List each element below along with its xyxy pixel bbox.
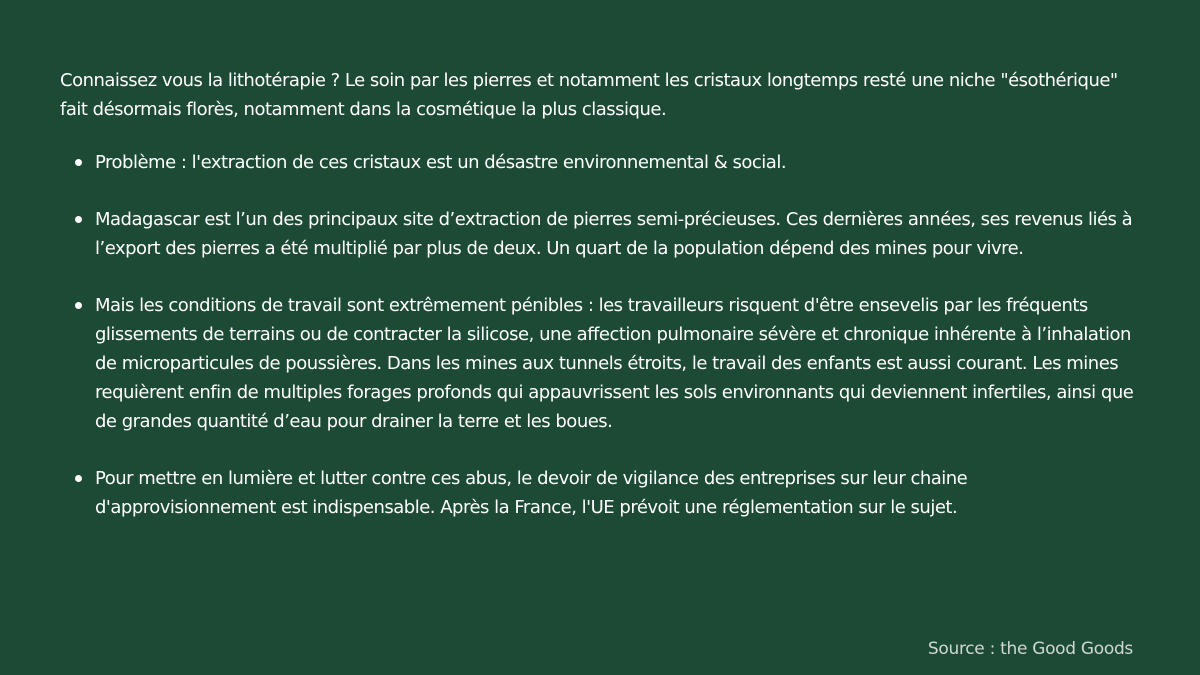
bullet-list [60,148,1140,522]
source-credit: Source : the Good Goods [927,639,1133,659]
bullet-dot-icon [75,216,82,223]
bullet-dot-icon [75,475,82,482]
intro-paragraph: Connaissez vous la lithotérapie ? Le soin par les pierres et notamment les cristaux longtemps resté une niche "ésothérique" fait désormais florès, notamment dans la cosmétique la plus classique. [60,70,1118,120]
bullet-dot-icon [75,302,82,309]
bullet-text: Pour mettre en lumière et lutter contre ces abus, le devoir de vigilance des entreprises sur leur chaine d'approvisionnement est indispensable. Après la France, l'UE prévoit une réglementation sur le sujet. [95,468,968,518]
bullet-dot-icon [75,159,82,166]
bullet-item-madagascar [60,205,1140,263]
bullet-text: Problème : l'extraction de ces cristaux est un désastre environnemental & social. [95,152,787,173]
bullet-item-due-diligence [60,464,1140,522]
bullet-item-working-conditions [60,291,1140,436]
bullet-item-problem [60,148,1140,177]
bullet-text: Mais les conditions de travail sont extrêmement pénibles : les travailleurs risquent d'être ensevelis par les fréquents glissements de terrains ou de contracter la silicose, une affection pulmonaire sévère et chronique inhérente à l’inhalation de microparticules de poussières. Dans les mines aux tunnels étroits, le travail des enfants est aussi courant. Les mines requièrent enfin de multiples forages profonds qui appauvrissent les sols environnants qui deviennent infertiles, ainsi que de grandes quantité d’eau pour drainer la terre et les boues. [95,295,1134,432]
article-body [60,66,1140,550]
bullet-text: Madagascar est l’un des principaux site d’extraction de pierres semi-précieuses. Ces dernières années, ses revenus liés à l’export des pierres a été multiplié par plus de deux. Un quart de la population dépend des mines pour vivre. [95,209,1133,259]
